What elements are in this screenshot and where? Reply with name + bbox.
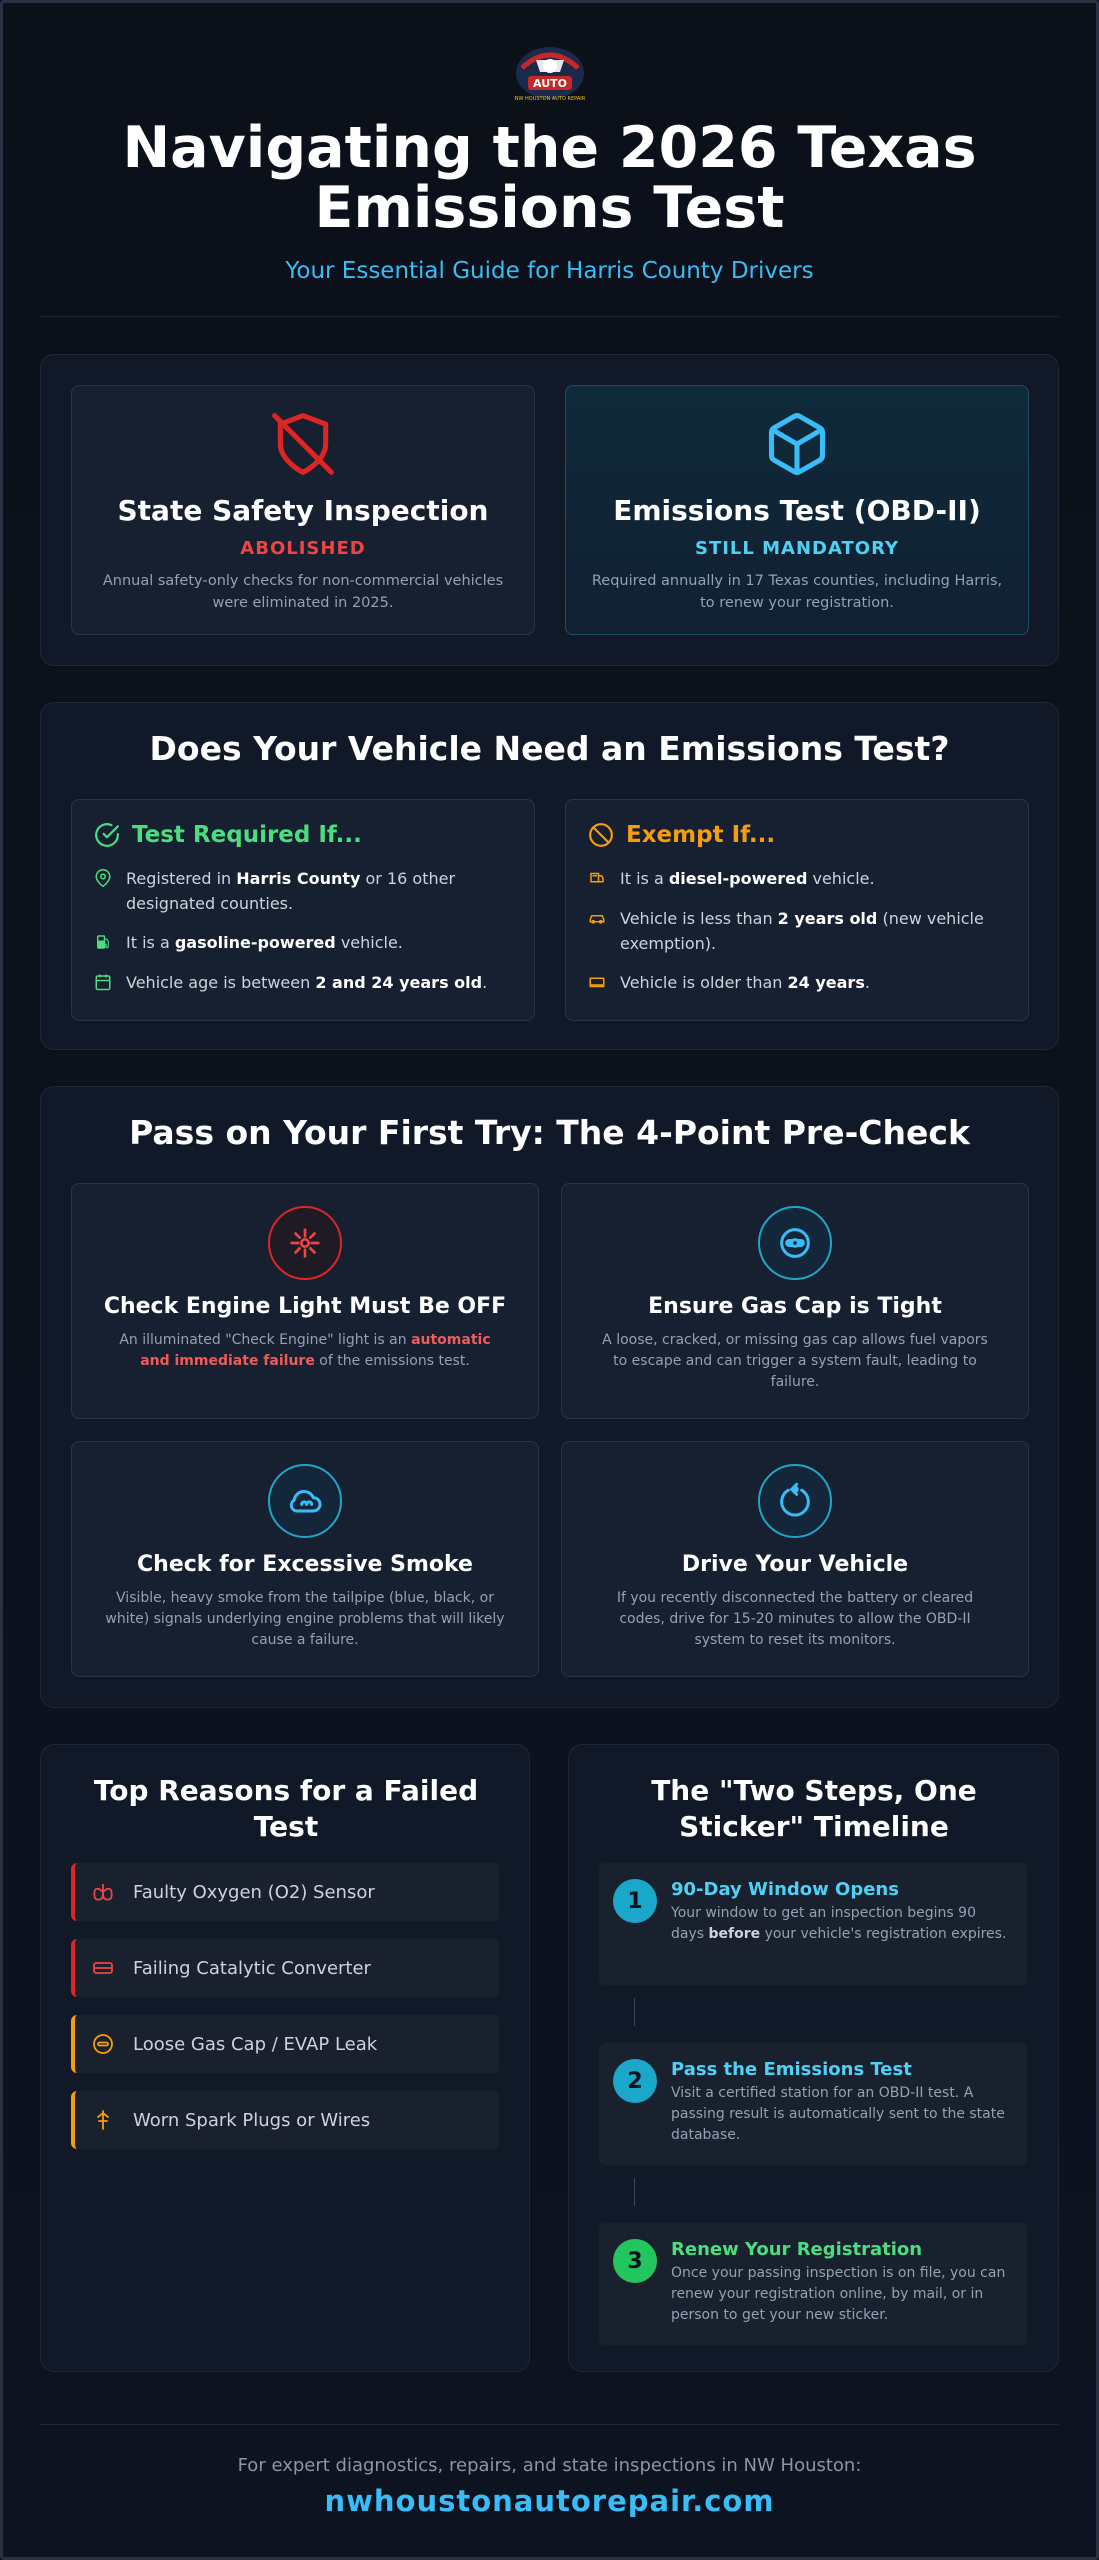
- timeline-connector: [634, 2178, 635, 2206]
- precheck-card: [71, 1441, 539, 1677]
- truck-icon: [588, 869, 606, 887]
- step-number: 3: [613, 2239, 657, 2283]
- timeline-connector: [634, 1998, 635, 2026]
- exempt-heading: [588, 822, 775, 848]
- logo-icon: [510, 38, 590, 108]
- precheck-title: Ensure Gas Cap is Tight: [648, 1294, 942, 1319]
- exempt-heading-text: Exempt If...: [626, 822, 776, 848]
- card-title: State Safety Inspection: [117, 494, 489, 527]
- exempt-card: [565, 799, 1029, 1021]
- criteria-item: It is a diesel-powered vehicle.: [588, 866, 1008, 891]
- website-link[interactable]: nwhoustonautorepair.com: [324, 2484, 775, 2518]
- failure-item: [71, 1863, 499, 1921]
- required-heading-text: Test Required If...: [132, 822, 362, 848]
- safety-inspection-card: [71, 385, 535, 635]
- precheck-description: If you recently disconnected the battery or cleared codes, drive for 15-20 minutes to allow the OBD-II system to reset its monitors.: [616, 1590, 974, 1648]
- criteria-item: It is a gasoline-powered vehicle.: [94, 930, 514, 955]
- section-title: Top Reasons for a Failed Test: [93, 1774, 479, 1843]
- smoke-icon: [268, 1464, 342, 1538]
- status-badge: STILL MANDATORY: [694, 538, 900, 559]
- step-title: 90-Day Window Opens: [671, 1879, 899, 1900]
- precheck-title: Drive Your Vehicle: [681, 1552, 909, 1577]
- precheck-title: Check for Excessive Smoke: [137, 1552, 473, 1577]
- fuel-pump-icon: [94, 933, 112, 951]
- precheck-card: [561, 1441, 1029, 1677]
- failure-label: Faulty Oxygen (O2) Sensor: [133, 1881, 375, 1903]
- precheck-description: An illuminated "Check Engine" light is an automatic and immediate failure of the emissions test.: [119, 1332, 491, 1369]
- divider: [40, 2424, 1059, 2425]
- criteria-item: Vehicle is less than 2 years old (new vehicle exemption).: [588, 906, 1008, 956]
- gas-cap-icon: [91, 2032, 115, 2056]
- section-title: The "Two Steps, One Sticker" Timeline: [651, 1774, 977, 1843]
- step-number: 1: [613, 1879, 657, 1923]
- timeline-section: [568, 1744, 1059, 2372]
- failure-label: Worn Spark Plugs or Wires: [133, 2109, 371, 2131]
- timeline-step: [599, 1863, 1027, 1985]
- failure-label: Loose Gas Cap / EVAP Leak: [133, 2033, 378, 2055]
- step-title: Renew Your Registration: [671, 2239, 923, 2260]
- precheck-title: Check Engine Light Must Be OFF: [103, 1294, 507, 1319]
- step-description: Once your passing inspection is on file, you can renew your registration online, by mail, or in person to get your new sticker.: [671, 2265, 1006, 2323]
- spark-plug-icon: [91, 2108, 115, 2132]
- divider: [40, 316, 1059, 317]
- required-heading: [94, 822, 362, 848]
- gas-cap-icon: [758, 1206, 832, 1280]
- failure-item: [71, 2015, 499, 2073]
- logo[interactable]: [510, 38, 590, 108]
- criteria-item: Vehicle is older than 24 years.: [588, 970, 1008, 995]
- status-section: [40, 354, 1059, 666]
- precheck-description: Visible, heavy smoke from the tailpipe (blue, black, or white) signals underlying engine problems that will likely cause a failure.: [105, 1590, 505, 1648]
- lungs-icon: [91, 1880, 115, 1904]
- check-circle-icon: [94, 822, 120, 848]
- card-title: Emissions Test (OBD-II): [613, 494, 981, 527]
- eligibility-section: [40, 702, 1059, 1050]
- step-number: 2: [613, 2059, 657, 2103]
- section-title: Pass on Your First Try: The 4-Point Pre-Check: [129, 1113, 970, 1152]
- card-description: Annual safety-only checks for non-commercial vehicles were eliminated in 2025.: [102, 573, 504, 611]
- card-description: Required annually in 17 Texas counties, including Harris, to renew your registration.: [591, 573, 1003, 611]
- timeline-step: [599, 2223, 1027, 2345]
- step-description: Visit a certified station for an OBD-II test. A passing result is automatically sent to the state database.: [671, 2085, 1005, 2143]
- footer-text: For expert diagnostics, repairs, and state inspections in NW Houston:: [237, 2455, 862, 2476]
- engine-light-icon: [268, 1206, 342, 1280]
- status-badge: ABOLISHED: [240, 538, 366, 559]
- page-subtitle: Your Essential Guide for Harris County Drivers: [285, 258, 814, 284]
- required-card: [71, 799, 535, 1021]
- svg-text:NW HOUSTON AUTO REPAIR: NW HOUSTON AUTO REPAIR: [514, 96, 586, 102]
- precheck-card: [71, 1183, 539, 1419]
- shield-off-icon: [269, 410, 337, 482]
- converter-icon: [91, 1956, 115, 1980]
- cube-icon: [763, 410, 831, 482]
- step-description: Your window to get an inspection begins 90 days before your vehicle's registration expires.: [671, 1905, 1007, 1942]
- svg-text:AUTO: AUTO: [533, 77, 567, 90]
- step-title: Pass the Emissions Test: [671, 2059, 912, 2080]
- page-title: Navigating the 2026 Texas Emissions Test: [122, 115, 977, 241]
- section-title: Does Your Vehicle Need an Emissions Test?: [149, 729, 950, 768]
- refresh-icon: [758, 1464, 832, 1538]
- failure-label: Failing Catalytic Converter: [133, 1957, 371, 1979]
- map-pin-icon: [94, 869, 112, 887]
- failure-item: [71, 2091, 499, 2149]
- emissions-test-card: [565, 385, 1029, 635]
- precheck-description: A loose, cracked, or missing gas cap allows fuel vapors to escape and can trigger a system fault, leading to failure.: [602, 1332, 988, 1390]
- calendar-icon: [94, 973, 112, 991]
- classic-car-icon: [588, 973, 606, 991]
- criteria-item: Vehicle age is between 2 and 24 years old.: [94, 970, 514, 995]
- failures-section: [40, 1744, 530, 2372]
- failure-item: [71, 1939, 499, 1997]
- precheck-section: [40, 1086, 1059, 1708]
- ban-icon: [588, 822, 614, 848]
- car-icon: [588, 909, 606, 927]
- criteria-item: Registered in Harris County or 16 other designated counties.: [94, 866, 514, 916]
- timeline-step: [599, 2043, 1027, 2165]
- precheck-card: [561, 1183, 1029, 1419]
